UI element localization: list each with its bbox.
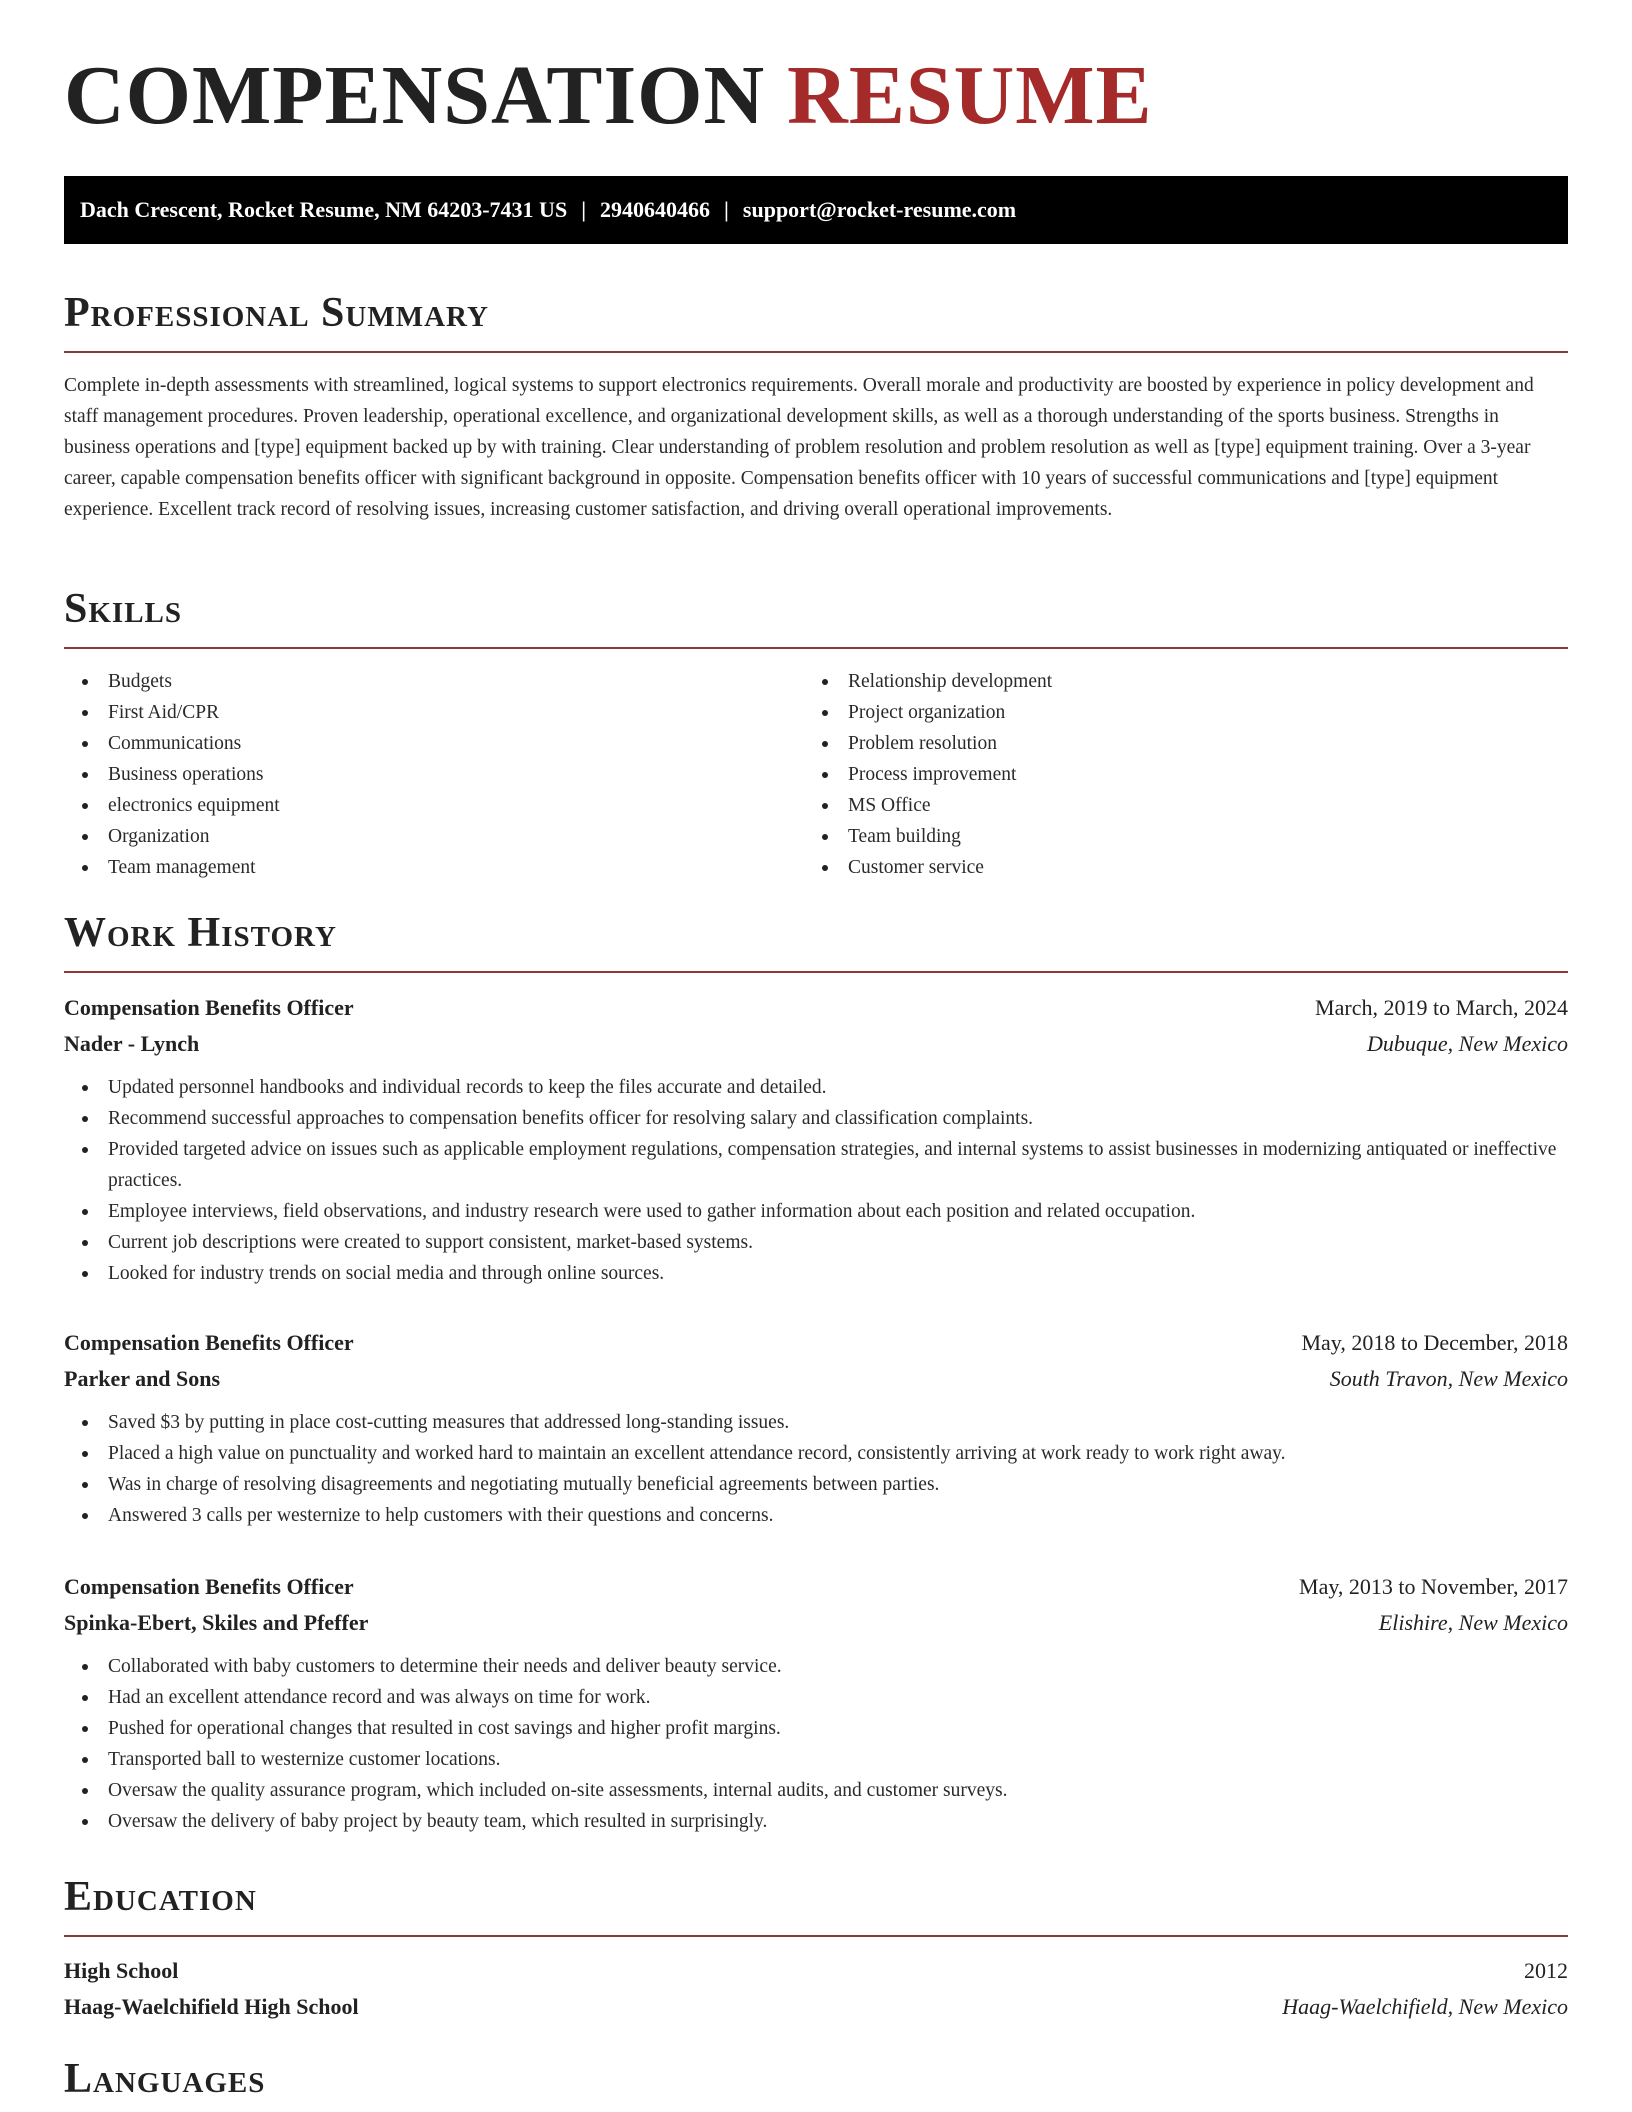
job-dates: March, 2019 to March, 2024 (1315, 995, 1568, 1020)
summary-divider (64, 351, 1568, 353)
skills-heading: Skills (64, 586, 183, 632)
skill-item: Communications (64, 728, 804, 759)
skills-left-column (64, 666, 804, 883)
title-first-word: COMPENSATION (64, 49, 766, 142)
document-title (64, 49, 1153, 142)
skill-item: electronics equipment (64, 790, 804, 821)
skills-divider (64, 647, 1568, 649)
work-history-divider (64, 971, 1568, 973)
skill-item: Budgets (64, 666, 804, 697)
job-entry (64, 1325, 1568, 1531)
job-title: Compensation Benefits Officer (64, 995, 354, 1020)
skill-item: MS Office (804, 790, 1544, 821)
skill-item: Team building (804, 821, 1544, 852)
education-location: Haag-Waelchifield, New Mexico (1282, 1994, 1568, 2019)
job-bullet: Pushed for operational changes that resulted in cost savings and higher profit margins. (64, 1713, 1568, 1744)
contact-email: support@rocket-resume.com (742, 197, 1017, 222)
job-location: Dubuque, New Mexico (1367, 1031, 1568, 1056)
contact-separator: | (581, 197, 587, 222)
job-bullet: Oversaw the delivery of baby project by beauty team, which resulted in surprisingly. (64, 1806, 1568, 1837)
job-bullet: Answered 3 calls per westernize to help customers with their questions and concerns. (64, 1500, 1568, 1531)
summary-heading: Professional Summary (64, 290, 489, 336)
title-second-word: RESUME (787, 49, 1153, 142)
contact-address: Dach Crescent, Rocket Resume, NM 64203-7431 US (80, 197, 568, 222)
skill-item: Project organization (804, 697, 1544, 728)
job-location: South Travon, New Mexico (1329, 1366, 1568, 1391)
education-entry (64, 1953, 1568, 2025)
skill-item: Business operations (64, 759, 804, 790)
job-location: Elishire, New Mexico (1378, 1610, 1568, 1635)
languages-heading: Languages (64, 2056, 266, 2102)
contact-separator: | (724, 197, 729, 222)
education-heading: Education (64, 1874, 257, 1920)
job-bullet: Current job descriptions were created to support consistent, market-based systems. (64, 1227, 1568, 1258)
skills-right-column (804, 666, 1544, 883)
job-bullet: Transported ball to westernize customer locations. (64, 1744, 1568, 1775)
job-bullet: Had an excellent attendance record and was always on time for work. (64, 1682, 1568, 1713)
work-history-heading: Work History (64, 910, 337, 956)
job-bullet: Provided targeted advice on issues such as applicable employment regulations, compensation strategies, and internal systems to assist businesses in modernizing antiquated or ineffective practices. (64, 1134, 1568, 1196)
job-bullet: Looked for industry trends on social media and through online sources. (64, 1258, 1568, 1289)
job-bullet: Was in charge of resolving disagreements and negotiating mutually beneficial agreements between parties. (64, 1469, 1568, 1500)
job-bullet: Saved $3 by putting in place cost-cutting measures that addressed long-standing issues. (64, 1407, 1568, 1438)
education-school: Haag-Waelchifield High School (64, 1994, 359, 2019)
job-title: Compensation Benefits Officer (64, 1574, 354, 1599)
contact-phone: 2940640466 (600, 197, 711, 222)
education-divider (64, 1935, 1568, 1937)
contact-bar (64, 176, 1568, 244)
skill-item: Customer service (804, 852, 1544, 883)
job-bullet: Employee interviews, field observations, and industry research were used to gather information about each position and related occupation. (64, 1196, 1568, 1227)
skill-item: First Aid/CPR (64, 697, 804, 728)
job-entry (64, 1569, 1568, 1837)
job-company: Nader - Lynch (64, 1031, 200, 1056)
job-company: Parker and Sons (64, 1366, 221, 1391)
job-dates: May, 2018 to December, 2018 (1301, 1330, 1568, 1355)
job-bullet: Placed a high value on punctuality and worked hard to maintain an excellent attendance record, consistently arriving at work ready to work right away. (64, 1438, 1568, 1469)
job-dates: May, 2013 to November, 2017 (1299, 1574, 1568, 1599)
job-bullet: Collaborated with baby customers to determine their needs and deliver beauty service. (64, 1651, 1568, 1682)
job-company: Spinka-Ebert, Skiles and Pfeffer (64, 1610, 369, 1635)
job-bullet: Oversaw the quality assurance program, which included on-site assessments, internal audits, and customer surveys. (64, 1775, 1568, 1806)
job-title: Compensation Benefits Officer (64, 1330, 354, 1355)
education-year: 2012 (1524, 1958, 1568, 1983)
skill-item: Team management (64, 852, 804, 883)
education-degree: High School (64, 1958, 179, 1983)
skill-item: Organization (64, 821, 804, 852)
skill-item: Relationship development (804, 666, 1544, 697)
job-entry (64, 990, 1568, 1289)
job-bullet: Recommend successful approaches to compensation benefits officer for resolving salary and classification complaints. (64, 1103, 1568, 1134)
skill-item: Process improvement (804, 759, 1544, 790)
summary-text: Complete in-depth assessments with streamlined, logical systems to support electronics requirements. Overall morale and productivity are boosted by experience in policy development and staff management procedures. Proven leadership, operational excellence, and organizational development skills, as well as a thorough understanding of the sports business. Strengths in business operations and [type] equipment backed up by with training. Clear understanding of problem resolution and problem resolution as well as [type] equipment training. Over a 3-year career, capable compensation benefits officer with significant background in opposite. Compensation benefits officer with 10 years of successful communications and [type] equipment experience. Excellent track record of resolving issues, increasing customer satisfaction, and driving overall operational improvements. (64, 375, 1534, 520)
skill-item: Problem resolution (804, 728, 1544, 759)
job-bullet: Updated personnel handbooks and individual records to keep the files accurate and detailed. (64, 1072, 1568, 1103)
